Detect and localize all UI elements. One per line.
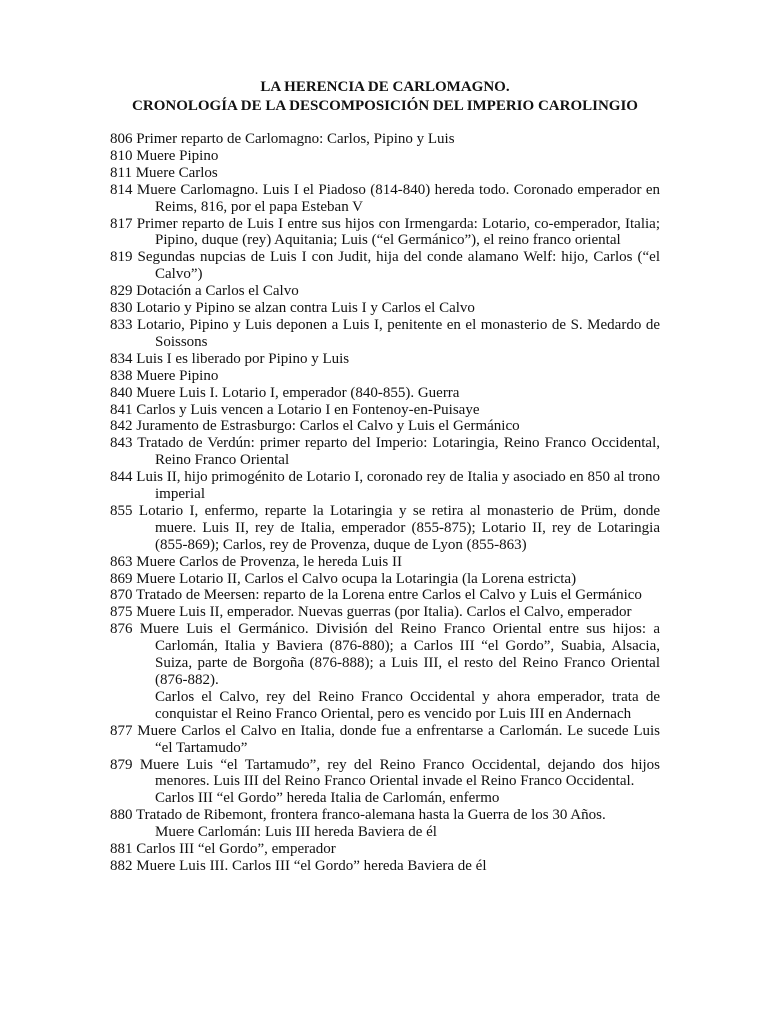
entry-year: 811 — [110, 164, 132, 181]
entry-continuation: Carlos el Calvo, rey del Reino Franco Occidental y ahora emperador, trata de conquistar el Reino Franco Oriental, pero es vencido por Luis III en Andernach — [155, 688, 660, 722]
entry-year: 876 — [110, 621, 133, 638]
chronology-entry — [110, 131, 660, 148]
entry-year: 842 — [110, 418, 133, 435]
entry-text: Tratado de Meersen: reparto de la Lorena entre Carlos el Calvo y Luis el Germánico — [135, 587, 642, 604]
entry-year: 819 — [110, 249, 133, 266]
entry-text: Dotación a Carlos el Calvo — [136, 283, 299, 300]
chronology-entry — [110, 249, 660, 283]
title-line-2: CRONOLOGÍA DE LA DESCOMPOSICIÓN DEL IMPERIO CAROLINGIO — [132, 98, 638, 114]
entry-year: 882 — [110, 857, 133, 874]
entry-year: 841 — [110, 401, 133, 418]
chronology-entry — [110, 469, 660, 503]
entry-text: Luis II, hijo primogénito de Lotario I, coronado rey de Italia y asociado en 850 al trono imperial — [136, 469, 661, 503]
entry-year: 881 — [110, 841, 133, 858]
chronology-entry — [110, 182, 660, 216]
entry-text: Luis I es liberado por Pipino y Luis — [136, 350, 350, 367]
chronology-entry — [110, 216, 660, 250]
entry-continuation: Carlos III “el Gordo” hereda Italia de Carlomán, enfermo — [155, 790, 500, 807]
entry-year: 829 — [110, 283, 133, 300]
entry-year: 879 — [110, 756, 133, 773]
entry-text: Muere Luis II, emperador. Nuevas guerras (por Italia). Carlos el Calvo, emperador — [136, 604, 632, 621]
document-page — [110, 78, 660, 875]
chronology-entry — [110, 571, 660, 588]
chronology-entry — [110, 757, 660, 791]
entry-year: 833 — [110, 316, 133, 333]
chronology-entry — [110, 300, 660, 317]
entry-year: 880 — [110, 807, 133, 824]
entry-text: Muere Pipino — [136, 367, 219, 384]
chronology-entry — [110, 841, 660, 858]
entry-text: Lotario, Pipino y Luis deponen a Luis I, penitente en el monasterio de S. Medardo de Soissons — [137, 316, 661, 350]
chronology-entry — [110, 723, 660, 757]
entry-year: 870 — [110, 587, 133, 604]
entry-year: 844 — [110, 469, 133, 486]
chronology-entry — [110, 604, 660, 621]
entry-text: Muere Luis I. Lotario I, emperador (840-855). Guerra — [136, 384, 460, 401]
chronology-entry — [110, 283, 660, 300]
entry-text: Carlos III “el Gordo”, emperador — [136, 841, 336, 858]
entry-text: Primer reparto de Carlomagno: Carlos, Pipino y Luis — [136, 131, 455, 147]
entry-text: Lotario I, enfermo, reparte la Lotaringia y se retira al monasterio de Prüm, donde muere. Luis II, rey de Italia, emperador (855-875); Lotario II, rey de Lotaringia (855-869); Carlos, rey de Provenza, duque de Lyon (855-863) — [138, 502, 661, 553]
chronology-entry — [110, 148, 660, 165]
chronology-entry — [110, 165, 660, 182]
entry-text: Muere Luis III. Carlos III “el Gordo” hereda Baviera de él — [136, 857, 487, 874]
entry-year: 840 — [110, 384, 133, 401]
entry-text: Carlos y Luis vencen a Lotario I en Fontenoy-en-Puisaye — [136, 401, 480, 418]
chronology-entry — [110, 858, 660, 875]
chronology-entry — [110, 435, 660, 469]
entry-year: 830 — [110, 300, 133, 317]
chronology-entry — [110, 317, 660, 351]
entry-year: 817 — [110, 215, 133, 232]
chronology-entry — [110, 621, 660, 689]
entry-year: 863 — [110, 553, 133, 570]
entry-year: 810 — [110, 147, 133, 164]
entry-text: Muere Carlos — [135, 164, 218, 181]
entry-year: 869 — [110, 570, 133, 587]
entry-year: 877 — [110, 722, 133, 739]
entry-year: 814 — [110, 181, 133, 198]
entry-text: Muere Carlomagno. Luis I el Piadoso (814-840) hereda todo. Coronado emperador en Reims, 816, por el papa Esteban V — [136, 181, 661, 215]
entry-text: Tratado de Ribemont, frontera franco-alemana hasta la Guerra de los 30 Años. — [135, 807, 606, 824]
chronology-entry — [110, 807, 660, 824]
entry-text: Muere Pipino — [136, 147, 219, 164]
entry-year: 875 — [110, 604, 133, 621]
chronology-entry — [110, 402, 660, 419]
chronology-entry — [110, 587, 660, 604]
entry-year: 838 — [110, 367, 133, 384]
chronology-list — [110, 131, 660, 875]
entry-text: Muere Luis el Germánico. División del Reino Franco Oriental entre sus hijos: a Carlomán, Italia y Baviera (876-880); a Carlos III “el Gordo”, Suabia, Alsacia, Suiza, parte de Borgoña (876-888); a Luis III, el resto del Reino Franco Oriental (876-882). — [139, 621, 661, 688]
entry-year: 806 — [110, 131, 133, 147]
entry-year: 834 — [110, 350, 133, 367]
chronology-entry — [110, 418, 660, 435]
entry-text: Lotario y Pipino se alzan contra Luis I y Carlos el Calvo — [136, 300, 475, 317]
chronology-entry — [110, 503, 660, 554]
entry-year: 855 — [110, 502, 133, 519]
chronology-entry — [110, 351, 660, 368]
entry-text: Tratado de Verdún: primer reparto del Imperio: Lotaringia, Reino Franco Occidental, Reino Franco Oriental — [137, 435, 660, 469]
entry-text: Primer reparto de Luis I entre sus hijos con Irmengarda: Lotario, co-emperador, Italia; Pipino, duque (rey) Aquitania; Luis (“el Germánico”), el reino franco oriental — [136, 215, 660, 249]
entry-text: Muere Lotario II, Carlos el Calvo ocupa la Lotaringia (la Lorena estricta) — [136, 570, 577, 587]
chronology-entry — [110, 385, 660, 402]
chronology-entry — [110, 554, 660, 571]
entry-text: Juramento de Estrasburgo: Carlos el Calvo y Luis el Germánico — [136, 418, 520, 435]
entry-year: 843 — [110, 435, 133, 452]
entry-continuation: Muere Carlomán: Luis III hereda Baviera de él — [155, 824, 437, 841]
document-title — [110, 78, 660, 116]
entry-text: Muere Carlos el Calvo en Italia, donde fue a enfrentarse a Carlomán. Le sucede Luis “el Tartamudo” — [137, 722, 660, 756]
entry-text: Muere Luis “el Tartamudo”, rey del Reino Franco Occidental, dejando dos hijos menores. Luis III del Reino Franco Oriental invade el Reino Franco Occidental. — [139, 756, 660, 790]
chronology-entry — [110, 368, 660, 385]
entry-text: Segundas nupcias de Luis I con Judit, hija del conde alamano Welf: hijo, Carlos (“el Calvo”) — [137, 249, 660, 283]
entry-text: Muere Carlos de Provenza, le hereda Luis II — [136, 553, 402, 570]
title-line-1: LA HERENCIA DE CARLOMAGNO. — [260, 79, 510, 95]
